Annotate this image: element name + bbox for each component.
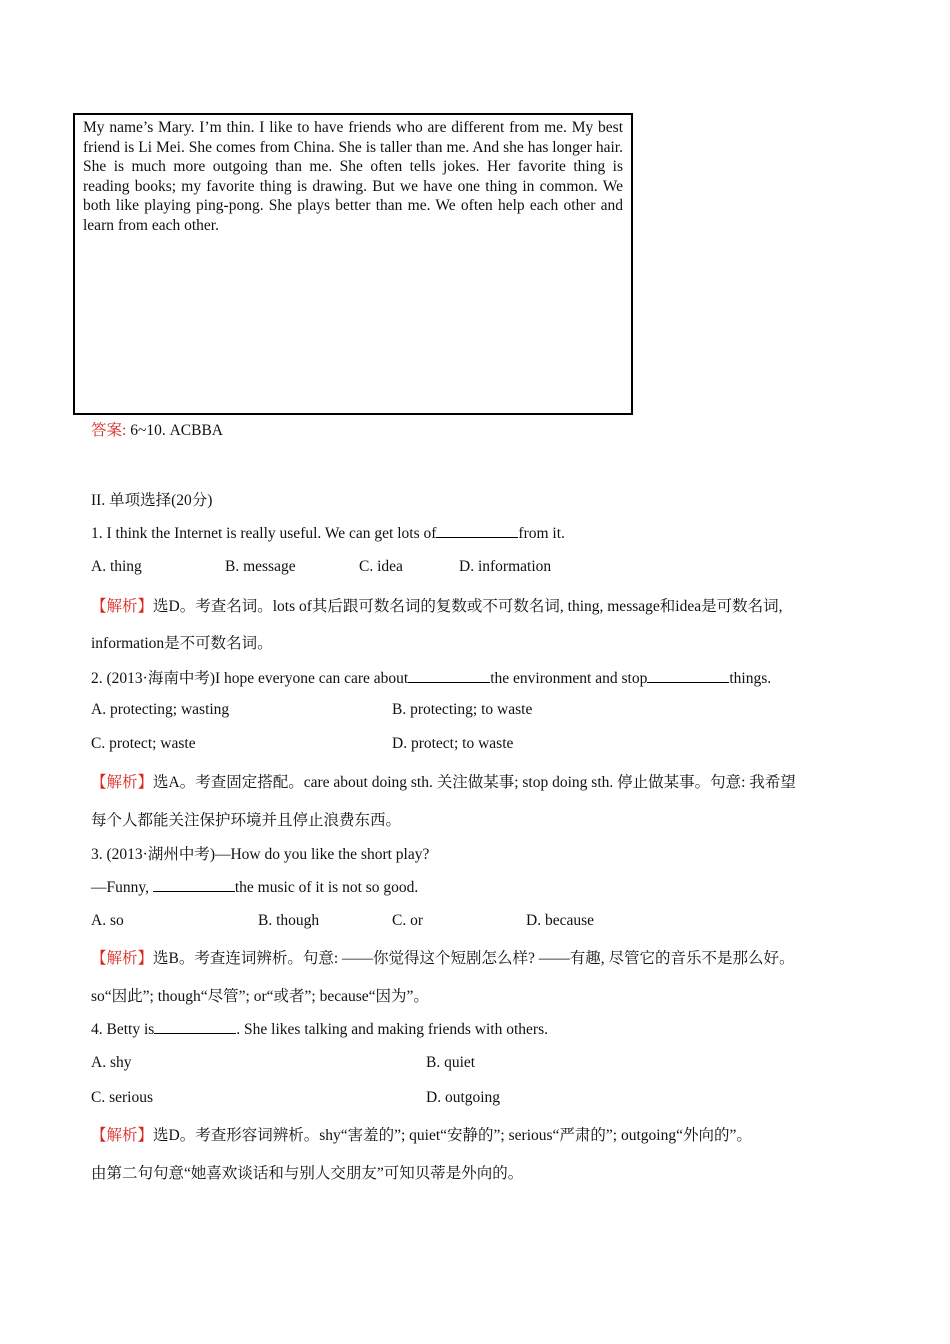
q4-option-a: A. shy	[91, 1054, 132, 1071]
q4-option-b: B. quiet	[426, 1054, 476, 1071]
q4-option-c: C. serious	[91, 1089, 153, 1106]
question-3-stem-line-2: —Funny, the music of it is not so good.	[91, 879, 419, 896]
q4-analysis-line-2: 由第二句句意“她喜欢谈话和与别人交朋友”可知贝蒂是外向的。	[91, 1165, 524, 1182]
q2-analysis-line-2: 每个人都能关注保护环境并且停止浪费东西。	[91, 812, 402, 829]
q3-option-c: C. or	[392, 912, 423, 929]
q1-option-a: A. thing	[91, 558, 142, 575]
q4-analysis-line-1: 【解析】选D。考查形容词辨析。shy“害羞的”; quiet“安静的”; serious“严肃的”; outgoing“外向的”。	[91, 1127, 752, 1144]
q1-option-c: C. idea	[359, 558, 403, 575]
q2-option-c: C. protect; waste	[91, 735, 196, 752]
q3-option-a: A. so	[91, 912, 124, 929]
question-4-stem: 4. Betty is . She likes talking and making friends with others.	[91, 1021, 548, 1038]
answer-blank	[647, 668, 729, 683]
q3-analysis-line-1: 【解析】选B。考查连词辨析。句意: ——你觉得这个短剧怎么样? ——有趣, 尽管它的音乐不是那么好。	[91, 950, 795, 967]
question-3-stem: 3. (2013·湖州中考)—How do you like the short play?	[91, 846, 430, 863]
q2-option-d: D. protect; to waste	[392, 735, 514, 752]
analysis-label: 【解析】	[91, 1127, 154, 1144]
answer-blank	[436, 523, 518, 538]
reading-passage-box	[73, 113, 633, 415]
q3-option-d: D. because	[526, 912, 594, 929]
q2-analysis-line-1: 【解析】选A。考查固定搭配。care about doing sth. 关注做某事; stop doing sth. 停止做某事。句意: 我希望	[91, 774, 796, 791]
question-2-stem: 2. (2013·海南中考)I hope everyone can care about the environment and stop things.	[91, 670, 772, 687]
analysis-label: 【解析】	[91, 774, 154, 791]
question-1-stem: 1. I think the Internet is really useful. We can get lots of from it.	[91, 525, 565, 542]
analysis-label: 【解析】	[91, 950, 154, 967]
answer-text: 6~10. ACBBA	[126, 422, 223, 439]
q3-analysis-line-2: so“因此”; though“尽管”; or“或者”; because“因为”。	[91, 988, 429, 1005]
answer-blank	[153, 877, 235, 892]
reading-passage-text: My name’s Mary. I’m thin. I like to have friends who are different from me. My best friend is Li Mei. She comes from China. She is taller than me. And she has longer hair. She is much more outgoing than me. She often tells jokes. Her favorite thing is reading books; my favorite thing is drawing. But we have one thing in common. We both like playing ping-pong. She plays better than me. We often help each other and learn from each other.	[83, 119, 623, 234]
q1-analysis-line-1: 【解析】选D。考查名词。lots of其后跟可数名词的复数或不可数名词, thing, message和idea是可数名词,	[91, 598, 783, 615]
analysis-label: 【解析】	[91, 598, 154, 615]
q2-option-a: A. protecting; wasting	[91, 701, 230, 718]
q1-option-b: B. message	[225, 558, 296, 575]
q3-option-b: B. though	[258, 912, 320, 929]
answer-line	[91, 418, 223, 440]
answer-blank	[154, 1019, 236, 1034]
answer-blank	[408, 668, 490, 683]
answer-label: 答案:	[91, 422, 127, 439]
q2-option-b: B. protecting; to waste	[392, 701, 533, 718]
q1-option-d: D. information	[459, 558, 552, 575]
q1-analysis-line-2: information是不可数名词。	[91, 635, 273, 652]
q4-option-d: D. outgoing	[426, 1089, 501, 1106]
section-title: II. 单项选择(20分)	[91, 492, 213, 509]
